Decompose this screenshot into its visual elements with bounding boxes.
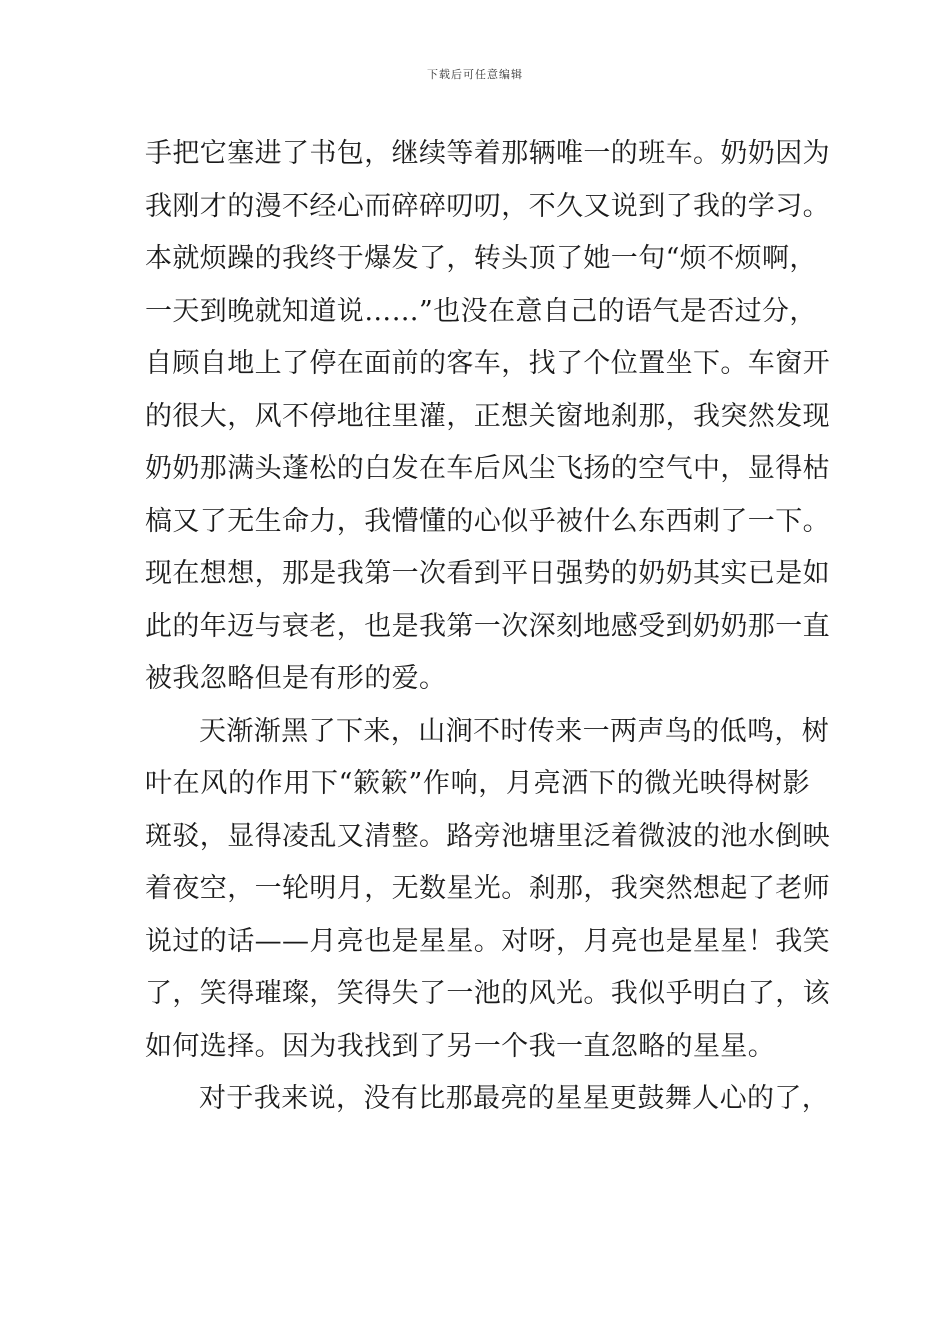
text-line: 自顾自地上了停在面前的客车，找了个位置坐下。车窗开 [145, 348, 830, 379]
text-line: 对于我来说，没有比那最亮的星星更鼓舞人心的了， [199, 1083, 830, 1114]
text-line: 叶在风的作用下“簌簌”作响，月亮洒下的微光映得树影 [145, 768, 810, 799]
text-line: 我刚才的漫不经心而碎碎叨叨，不久又说到了我的学习。 [145, 190, 830, 222]
text-line: 说过的话——月亮也是星星。对呀，月亮也是星星！我笑 [145, 925, 830, 957]
text-line: 此的年迈与衰老，也是我第一次深刻地感受到奶奶那一直 [145, 610, 830, 642]
page-header-note: 下载后可任意编辑 [427, 68, 523, 81]
text-line: 天渐渐黑了下来，山涧不时传来一两声鸟的低鸣，树 [199, 715, 830, 747]
text-line: 如何选择。因为我找到了另一个我一直忽略的星星。 [145, 1030, 776, 1062]
text-line: 本就烦躁的我终于爆发了，转头顶了她一句“烦不烦啊， [145, 243, 817, 274]
text-line: 斑驳，显得凌乱又清整。路旁池塘里泛着微波的池水倒映 [145, 820, 830, 852]
text-line: 的很大，风不停地往里灌，正想关窗地刹那，我突然发现 [145, 400, 830, 432]
text-line: 被我忽略但是有形的爱。 [145, 663, 447, 694]
document-body [145, 128, 830, 1126]
text-line: 了，笑得璀璨，笑得失了一池的风光。我似乎明白了，该 [145, 978, 830, 1009]
text-line: 现在想想，那是我第一次看到平日强势的奶奶其实已是如 [145, 558, 830, 589]
text-line: 着夜空，一轮明月，无数星光。刹那，我突然想起了老师 [145, 873, 830, 904]
text-line: 一天到晚就知道说……”也没在意自己的语气是否过分， [145, 295, 817, 327]
text-line: 奶奶那满头蓬松的白发在车后风尘飞扬的空气中，显得枯 [145, 453, 830, 484]
text-line: 槁又了无生命力，我懵懂的心似乎被什么东西刺了一下。 [145, 505, 830, 537]
text-line: 手把它塞进了书包，继续等着那辆唯一的班车。奶奶因为 [145, 138, 830, 169]
